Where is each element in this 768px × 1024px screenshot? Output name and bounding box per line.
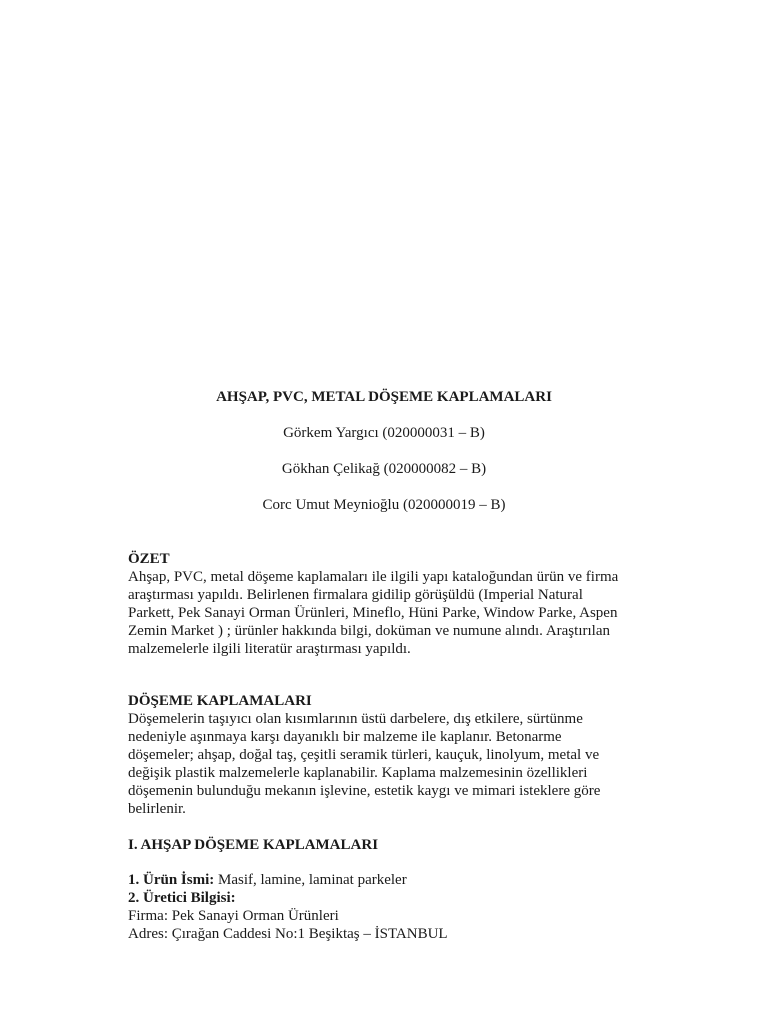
doseme-section (128, 692, 648, 818)
ozet-line: Zemin Market ) ; ürünler hakkında bilgi, doküman ve numune alındı. Araştırılan (128, 623, 610, 639)
doseme-line: döşemeler; ahşap, doğal taş, çeşitli seramik türleri, kauçuk, linolyum, metal ve (128, 747, 600, 763)
product-name-label: 1. Ürün İsmi: (128, 872, 215, 888)
doseme-line: değişik plastik malzemelerle kaplanabilir. Kaplama malzemesinin özellikleri (128, 765, 588, 781)
doseme-paragraph (128, 710, 648, 818)
ahsap-section-heading (128, 836, 648, 854)
product-details (128, 871, 648, 943)
author-3: Corc Umut Meynioğlu (020000019 – B) (262, 497, 506, 513)
author-2: Gökhan Çelikağ (020000082 – B) (281, 461, 487, 477)
doseme-line: belirlenir. (128, 801, 186, 817)
ozet-line: Parkett, Pek Sanayi Orman Ürünleri, Mineflo, Hüni Parke, Window Parke, Aspen (128, 605, 618, 621)
address-line: Adres: Çırağan Caddesi No:1 Beşiktaş – İSTANBUL (128, 926, 448, 942)
author-1: Görkem Yargıcı (020000031 – B) (283, 425, 485, 441)
product-name-value: Masif, lamine, laminat parkeler (214, 872, 407, 888)
ozet-heading: ÖZET (128, 551, 170, 567)
product-name-line (128, 871, 648, 889)
producer-info-line (128, 889, 648, 907)
ozet-line: araştırması yapıldı. Belirlenen firmalara gidilip görüşüldü (Imperial Natural (128, 587, 583, 603)
doseme-line: döşemenin bulunduğu mekanın işlevine, estetik kaygı ve mimari isteklere göre (128, 783, 601, 799)
producer-info-label: 2. Üretici Bilgisi: (128, 890, 236, 906)
ozet-line: Ahşap, PVC, metal döşeme kaplamaları ile ilgili yapı kataloğundan ürün ve firma (128, 569, 619, 585)
firm-line: Firma: Pek Sanayi Orman Ürünleri (128, 908, 339, 924)
doseme-line: Döşemelerin taşıyıcı olan kısımlarının üstü darbelere, dış etkilere, sürtünme (128, 711, 583, 727)
ozet-section (128, 550, 648, 658)
doseme-heading: DÖŞEME KAPLAMALARI (128, 693, 312, 709)
ahsap-heading: I. AHŞAP DÖŞEME KAPLAMALARI (128, 837, 379, 853)
doseme-line: nedeniyle aşınmaya karşı dayanıklı bir malzeme ile kaplanır. Betonarme (128, 729, 562, 745)
ozet-paragraph (128, 568, 648, 658)
document-title: AHŞAP, PVC, METAL DÖŞEME KAPLAMALARI (216, 389, 552, 405)
ozet-line: malzemelerle ilgili literatür araştırması yapıldı. (128, 641, 411, 657)
